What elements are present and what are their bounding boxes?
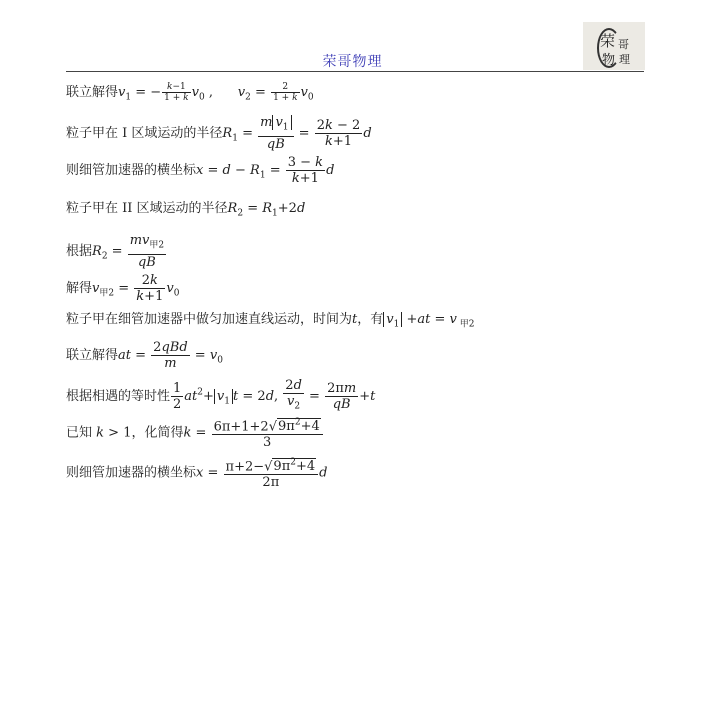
solution-line: 根据$R_2$ = $\frac{mv_{甲2}}{qB}$ — [66, 233, 165, 270]
header-title: 荣哥物理 — [322, 54, 383, 70]
solution-line: 则细管加速器的横坐标x = $\frac{\pi+2-√9\pi^2+4}{2\pi}$ d — [66, 458, 328, 491]
solution-line: 已知 k > 1，化简得k = $\frac{6\pi+1+2√9\pi^2+4}{3}$ — [66, 416, 324, 450]
solution-line: 则细管加速器的横坐标$x = d - R_1$ = $\frac{3 - k}{k+1}$ d — [66, 155, 335, 186]
solution-line: 联立解得at = $\frac{\text{2qBd}}{m}$ = $v_0$ — [66, 340, 223, 371]
solution-line: 解得$v_{甲2}$ = $\frac{2k}{k+1}$ $v_0$ — [66, 273, 180, 304]
logo-glyph: 理 — [619, 53, 630, 66]
solution-line: 粒子甲在 I 区域运动的半径$R_1$ = $\frac{m v_1}{qB}$ = $\frac{2k - 2}{k+1}$ d — [66, 115, 372, 152]
logo — [583, 22, 645, 70]
header-rule — [66, 71, 644, 72]
solution-line: 粒子甲在细管加速器中做匀加速直线运动，时间为t，有 $v_1 +at = v$ $_{甲2}$ — [66, 312, 475, 330]
logo-glyph: 物 — [602, 53, 616, 68]
solution-line: 粒子甲在 II 区域运动的半径$R_2 = R_1+2d$ — [66, 201, 306, 219]
solution-line: 联立解得$v_1$ = − $\frac{k-1}{1 + k}$ $v_0$ , $v_2$ = $\frac{2}{1 + k}$ $v_0$ — [66, 82, 314, 103]
logo-glyph: 哥 — [618, 38, 629, 51]
solution-line: 根据相遇的等时性 $\frac{1}{2}$ $at^2+ v_1$ t = 2d, $\frac{2d}{v_2}$ = $\frac{2\pi m}{qB}$ +t — [66, 378, 376, 412]
logo-glyph: 荣 — [600, 32, 616, 50]
